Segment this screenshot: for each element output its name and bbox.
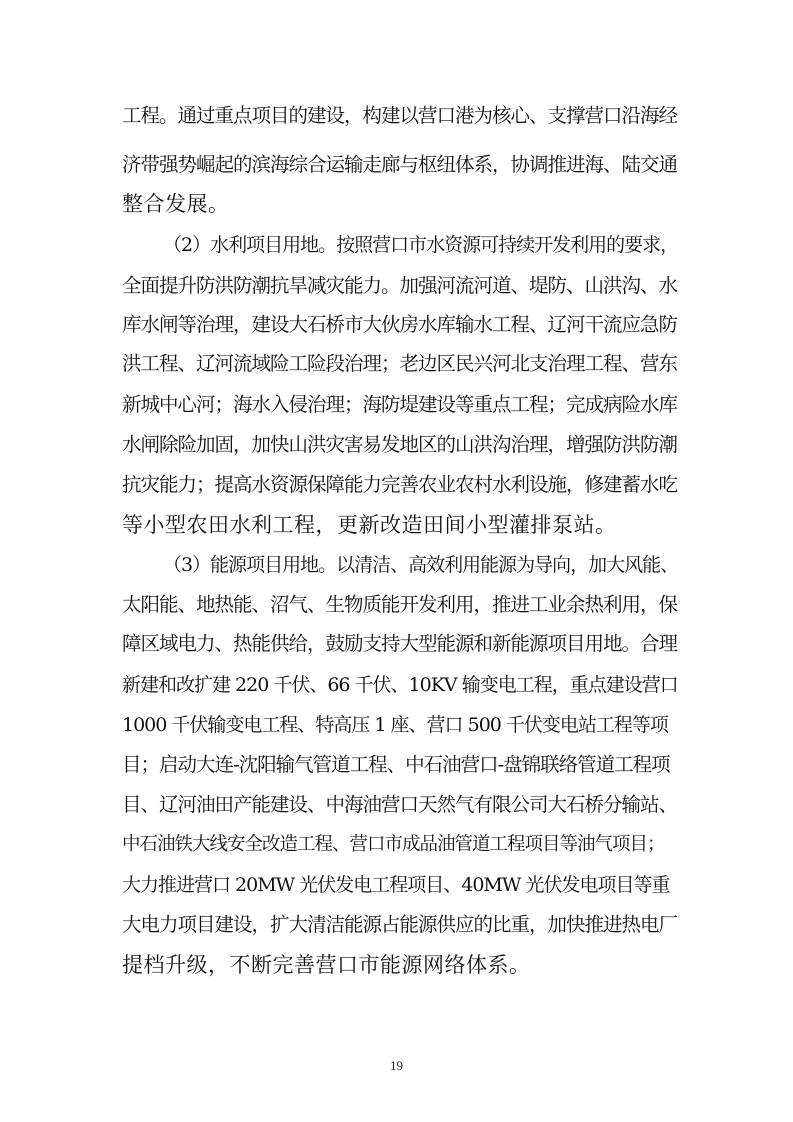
paragraph-start-line: （3）能源项目用地。以清洁、高效利用能源为导向，加大风能、 xyxy=(163,554,679,576)
text-line: 1000 千伏输变电工程、特高压 1 座、营口 500 千伏变电站工程等项 xyxy=(122,714,668,736)
text-line: 全面提升防洪防潮抗旱减灾能力。加强河流河道、堤防、山洪沟、水 xyxy=(122,274,678,297)
text-line: 中石油铁大线安全改造工程、营口市成品油管道工程项目等油气项目； xyxy=(122,834,665,855)
paragraph-start-line: （2）水利项目用地。按照营口市水资源可持续开发利用的要求， xyxy=(163,234,679,256)
text-line: 大力推进营口 20MW 光伏发电工程项目、40MW 光伏发电项目等重 xyxy=(122,874,670,896)
text-line: 整合发展。 xyxy=(122,192,230,216)
text-line: 洪工程、辽河流域险工险段治理；老边区民兴河北支治理工程、营东 xyxy=(122,352,678,375)
text-line: 工程。通过重点项目的建设，构建以营口港为核心、支撑营口沿海经 xyxy=(122,104,678,127)
text-line: 新城中心河；海水入侵治理；海防堤建设等重点工程；完成病险水库 xyxy=(122,393,678,416)
text-line: 库水闸等治理，建设大石桥市大伙房水库输水工程、辽河干流应急防 xyxy=(122,313,678,336)
text-line: 水闸除险加固，加快山洪灾害易发地区的山洪沟治理，增强防洪防潮 xyxy=(122,433,678,456)
text-line: 等小型农田水利工程，更新改造田间小型灌排泵站。 xyxy=(122,513,617,537)
text-line: 障区域电力、热能供给，鼓励支持大型能源和新能源项目用地。合理 xyxy=(122,632,678,655)
text-line: 目、辽河油田产能建设、中海油营口天然气有限公司大石桥分输站、 xyxy=(122,793,678,816)
text-line: 大电力项目建设，扩大清洁能源占能源供应的比重，加快推进热电厂 xyxy=(122,913,678,936)
page-number: 19 xyxy=(390,1058,403,1073)
text-line: 太阳能、地热能、沼气、生物质能开发利用，推进工业余热利用，保 xyxy=(122,593,678,616)
text-line: 济带强势崛起的滨海综合运输走廊与枢纽体系，协调推进海、陆交通 xyxy=(122,153,678,176)
text-line: 目；启动大连-沈阳输气管道工程、中石油营口-盘锦联络管道工程项 xyxy=(122,753,670,776)
text-line: 新建和改扩建 220 千伏、66 千伏、10KV 输变电工程，重点建设营口 xyxy=(122,674,678,696)
text-line: 抗灾能力；提高水资源保障能力完善农业农村水利设施，修建蓄水吃 xyxy=(122,473,678,496)
text-line: 提档升级，不断完善营口市能源网络体系。 xyxy=(122,953,531,977)
